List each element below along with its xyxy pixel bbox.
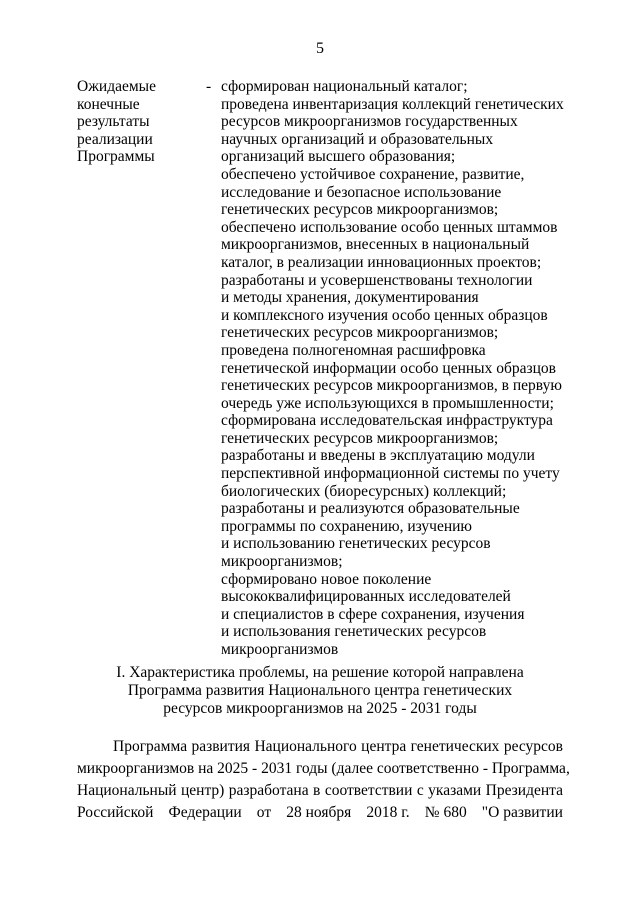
results-line: сформирован национальный каталог; [221,78,468,95]
results-line: и специалистов в сфере сохранения, изучения [221,605,525,623]
results-line: разработаны и введены в эксплуатацию модули [221,447,535,465]
results-line: каталог, в реализации инновационных проектов; [221,253,542,271]
results-line: генетических ресурсов микроорганизмов; [221,324,499,342]
results-line: ресурсов микроорганизмов государственных [221,113,518,131]
results-line: и использования генетических ресурсов [221,623,487,641]
results-line: биологических (биоресурсных) коллекций; [221,482,507,500]
results-line: организаций высшего образования; [221,148,456,166]
results-line: сформировано новое поколение [221,570,432,588]
section-heading-line: ресурсов микроорганизмов на 2025 - 2031 годы [163,700,477,717]
results-dash: - [206,78,212,95]
results-line: микроорганизмов; [221,553,343,571]
results-line: сформирована исследовательская инфраструктура [221,412,553,430]
results-line: высококвалифицированных исследователей [221,588,511,606]
results-line: и использованию генетических ресурсов [221,535,491,553]
results-line: микроорганизмов, внесенных в национальный [221,236,530,254]
body-word: "О развитии [481,804,563,821]
results-line: проведена полногеномная расшифровка [221,341,486,359]
results-line: микроорганизмов [221,641,339,658]
body-word: № 680 [424,804,467,821]
section-heading-line: I. Характеристика проблемы, на решение которой направлена [116,664,524,681]
section-heading [70,664,570,718]
results-line: генетических ресурсов микроорганизмов; [221,201,499,219]
section-heading-line: Программа развития Национального центра генетических [127,682,513,699]
body-word: от [256,804,272,821]
body-line: Программа развития Национального центра генетических ресурсов [113,738,563,755]
results-line: генетических ресурсов микроорганизмов, в первую [221,377,562,395]
results-line: обеспечено устойчивое сохранение, развитие, [221,165,525,183]
results-line: программы по сохранению, изучению [221,517,473,535]
body-line: микроорганизмов на 2025 - 2031 годы (далее соответственно - Программа, [77,760,570,777]
results-line: генетических ресурсов микроорганизмов; [221,429,499,447]
results-label: Ожидаемые конечные результаты реализации Программы [77,78,156,166]
results-line: обеспечено использование особо ценных штаммов [221,218,558,236]
body-last-line [77,802,563,824]
body-word: Федерации [168,804,242,821]
results-line: генетической информации особо ценных образцов [221,359,556,377]
results-line: перспективной информационной системы по учету [221,465,560,483]
results-line: и методы хранения, документирования [221,289,479,307]
body-paragraph [77,736,570,824]
page-number: 5 [316,40,324,57]
results-list [221,78,581,659]
results-line: и комплексного изучения особо ценных образцов [221,306,548,324]
body-word: 28 ноября [286,804,352,821]
results-line: проведена инвентаризация коллекций генетических [221,95,564,113]
body-line: Национальный центр) разработана в соответствии с указами Президента [77,782,563,799]
results-line: разработаны и усовершенствованы технологии [221,271,533,289]
results-line: очередь уже использующихся в промышленности; [221,394,554,412]
results-line: научных организаций и образовательных [221,130,494,148]
body-word: 2018 г. [366,804,410,821]
results-line: разработаны и реализуются образовательные [221,500,520,518]
body-word: Российской [77,804,154,821]
results-line: исследование и безопасное использование [221,183,502,201]
